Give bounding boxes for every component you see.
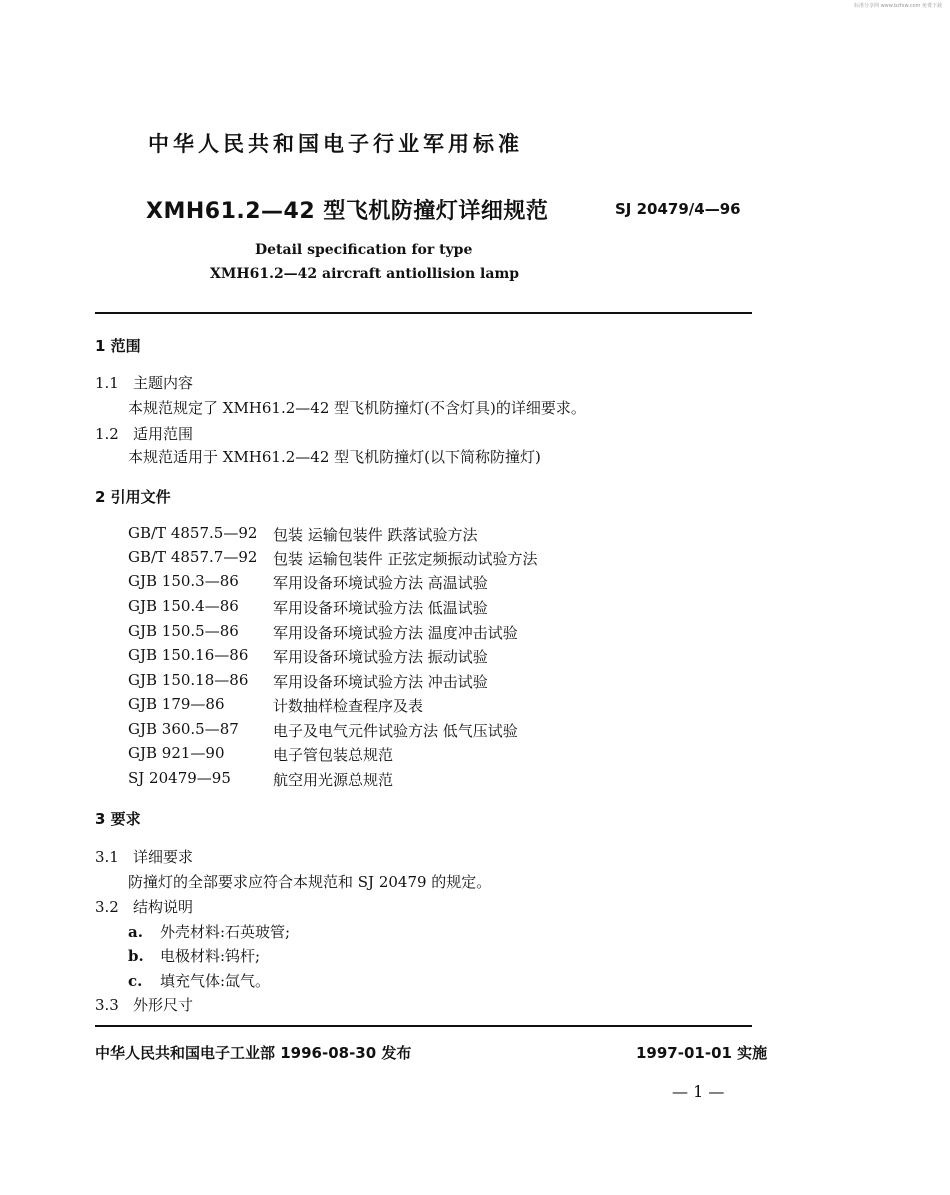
section-title: 详细要求 (133, 848, 194, 866)
section-3-3-heading (95, 994, 193, 1015)
item-text: 外壳材料:石英玻管; (160, 923, 291, 941)
reference-code: GJB 179—86 (128, 695, 225, 713)
reference-title: 电子管包装总规范 (273, 746, 394, 764)
item-text: 填充气体:氙气。 (160, 972, 271, 990)
reference-title: 军用设备环境试验方法 冲击试验 (273, 673, 488, 691)
reference-code: GJB 150.4—86 (128, 597, 239, 615)
reference-code: GB/T 4857.5—92 (128, 524, 258, 542)
standard-category: 中华人民共和国电子行业军用标准 (148, 132, 523, 156)
reference-title: 计数抽样检查程序及表 (273, 697, 424, 715)
reference-code: GJB 150.18—86 (128, 671, 249, 689)
reference-title: 航空用光源总规范 (273, 771, 394, 789)
english-title-line2: XMH61.2—42 aircraft antiollision lamp (210, 266, 520, 282)
item-label: c. (128, 972, 143, 990)
section-2-heading: 2 引用文件 (95, 488, 171, 506)
section-number: 3.2 (95, 898, 119, 916)
section-title: 外形尺寸 (133, 996, 194, 1014)
section-title: 主题内容 (133, 374, 194, 392)
section-title: 适用范围 (133, 425, 194, 443)
item-text: 电极材料:钨杆; (160, 947, 261, 965)
section-1-1-heading (95, 372, 193, 393)
item-label: a. (128, 923, 143, 941)
reference-title: 包装 运输包装件 正弦定频振动试验方法 (273, 550, 538, 568)
reference-title: 军用设备环境试验方法 低温试验 (273, 599, 488, 617)
section-number: 3.1 (95, 848, 119, 866)
issue-info: 中华人民共和国电子工业部 1996-08-30 发布 (95, 1044, 412, 1062)
reference-code: GJB 150.3—86 (128, 572, 239, 590)
section-number: 3.3 (95, 996, 119, 1014)
structure-item-b (128, 945, 260, 966)
reference-title: 军用设备环境试验方法 振动试验 (273, 648, 488, 666)
reference-code: GJB 921—90 (128, 744, 225, 762)
reference-code: GB/T 4857.7—92 (128, 548, 258, 566)
section-1-1-text: 本规范规定了 XMH61.2—42 型飞机防撞灯(不含灯具)的详细要求。 (128, 399, 586, 417)
section-title: 结构说明 (133, 898, 194, 916)
section-number: 1.1 (95, 374, 119, 392)
section-3-1-text: 防撞灯的全部要求应符合本规范和 SJ 20479 的规定。 (128, 873, 492, 891)
document-title: XMH61.2—42 型飞机防撞灯详细规范 (146, 199, 549, 224)
bottom-divider (95, 1025, 752, 1027)
top-divider (95, 312, 752, 314)
standard-number: SJ 20479/4—96 (615, 200, 741, 218)
english-title-line1: Detail specification for type (255, 242, 473, 258)
watermark-text: 标准分享网 www.bzfxw.com 免费下载 (854, 3, 942, 9)
section-1-2-heading (95, 423, 193, 444)
reference-title: 军用设备环境试验方法 温度冲击试验 (273, 624, 518, 642)
reference-code: GJB 360.5—87 (128, 720, 239, 738)
reference-code: GJB 150.5—86 (128, 622, 239, 640)
section-number: 1.2 (95, 425, 119, 443)
reference-code: GJB 150.16—86 (128, 646, 249, 664)
reference-code: SJ 20479—95 (128, 769, 231, 787)
structure-item-c (128, 970, 270, 991)
section-3-1-heading (95, 846, 193, 867)
effective-date: 1997-01-01 实施 (636, 1044, 768, 1062)
section-1-heading: 1 范围 (95, 337, 141, 355)
section-1-2-text: 本规范适用于 XMH61.2—42 型飞机防撞灯(以下简称防撞灯) (128, 448, 541, 466)
reference-title: 电子及电气元件试验方法 低气压试验 (273, 722, 518, 740)
item-label: b. (128, 947, 144, 965)
reference-title: 军用设备环境试验方法 高温试验 (273, 574, 488, 592)
reference-title: 包装 运输包装件 跌落试验方法 (273, 526, 478, 544)
section-3-2-heading (95, 896, 193, 917)
page-number: — 1 — (672, 1082, 725, 1101)
structure-item-a (128, 921, 290, 942)
section-3-heading: 3 要求 (95, 810, 141, 828)
